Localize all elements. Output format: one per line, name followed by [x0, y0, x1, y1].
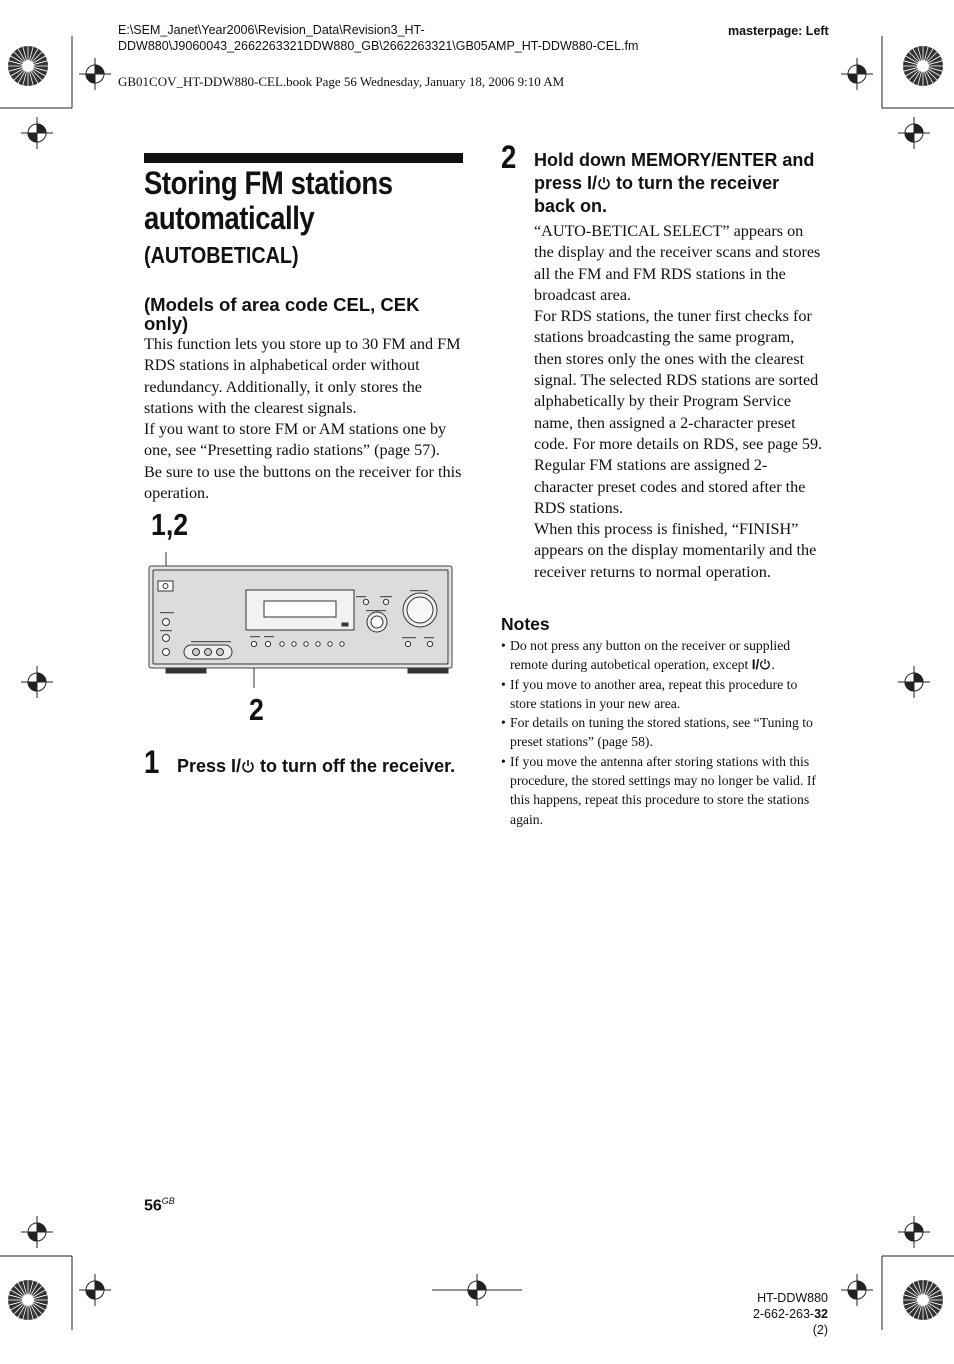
masterpage-label: masterpage: Left: [728, 24, 829, 38]
page-subtitle: (AUTOBETICAL): [144, 242, 299, 268]
page-title: Storing FM stations automatically: [144, 165, 393, 236]
starburst-mark: [903, 46, 943, 86]
intro-paragraph: If you want to store FM or AM stations one by one, see “Presetting radio stations” (page 57).: [144, 420, 447, 460]
notes-heading: Notes: [501, 614, 550, 634]
note-item: • If you move to another area, repeat this procedure to store stations in your new area.: [501, 675, 826, 714]
starburst-mark: [8, 1280, 48, 1320]
file-path-line-2: DDW880\J9060043_2662263321DDW880_GB\2662263321\GB05AMP_HT-DDW880-CEL.fm: [118, 39, 639, 53]
step-2-body: [534, 221, 826, 583]
power-standby-icon: [759, 658, 771, 670]
book-info-line: GB01COV_HT-DDW880-CEL.book Page 56 Wednesday, January 18, 2006 9:10 AM: [118, 74, 565, 89]
note-1-text-end: .: [771, 657, 775, 673]
intro-paragraph: This function lets you store up to 30 FM and FM RDS stations in alphabetical order without redundancy. Additionally, it only stores the stations with the clearest signals.: [144, 335, 461, 417]
step-2-instruction: [534, 149, 824, 218]
figure-callout-1-2: 1,2: [151, 507, 189, 542]
step-2-text-start: Hold down MEMORY/ENTER and press I/: [534, 150, 815, 193]
note-1-power-label: I/: [751, 657, 760, 673]
part-number: [736, 1306, 828, 1338]
page-number-value: 56: [144, 1197, 162, 1215]
step-1-number: 1: [144, 744, 160, 780]
part-number-prefix: 2-662-263-: [752, 1307, 815, 1321]
step-2-paragraph: “AUTO-BETICAL SELECT” appears on the display and the receiver scans and stores all the FM and FM RDS stations in the broadcast area.: [534, 222, 821, 304]
models-heading: (Models of area code CEL, CEK only): [144, 294, 420, 334]
model-info: [736, 1290, 828, 1338]
file-path-header: [118, 22, 638, 54]
power-standby-icon: [241, 759, 255, 773]
power-standby-icon: [597, 176, 611, 190]
starburst-mark: [903, 1280, 943, 1320]
step-2-number: 2: [501, 139, 517, 175]
part-number-revision: 32: [814, 1307, 828, 1321]
title-rule: [144, 153, 463, 163]
page-number-suffix: GB: [161, 1196, 175, 1206]
notes-list: [501, 636, 826, 829]
part-number-suffix: (2): [812, 1323, 828, 1337]
figure-callout-2: 2: [249, 692, 264, 727]
receiver-illustration: [146, 548, 458, 688]
starburst-mark: [8, 46, 48, 86]
model-name: HT-DDW880: [757, 1291, 828, 1305]
file-path-line-1: E:\SEM_Janet\Year2006\Revision_Data\Revision3_HT-: [118, 23, 425, 37]
note-item: [501, 636, 826, 675]
note-item: • If you move the antenna after storing stations with this procedure, the stored settings may no longer be valid. If this happens, repeat this procedure to store the stations again.: [501, 752, 826, 829]
note-1-text: Do not press any button on the receiver or supplied remote during autobetical operation, except: [510, 638, 791, 673]
note-item: • For details on tuning the stored stations, see “Tuning to preset stations” (page 58).: [501, 713, 826, 752]
step-2-paragraph: Regular FM stations are assigned 2-character preset codes and stored after the RDS stations.: [534, 456, 806, 517]
intro-text: [144, 334, 466, 504]
step-2-text-end: to turn the receiver back on.: [534, 173, 780, 216]
step-2-paragraph: When this process is finished, “FINISH” appears on the display momentarily and the receiver returns to normal operation.: [534, 520, 817, 581]
step-1-text-end: to turn off the receiver.: [255, 756, 456, 776]
step-1-instruction: [177, 755, 467, 778]
step-2-paragraph: For RDS stations, the tuner first checks for stations broadcasting the same program, then stores only the ones with the clearest signal. The selected RDS stations are sorted alphabetically by their Program Service name, then assigned a 2-character preset code. For more details on RDS, see page 59.: [534, 307, 823, 453]
step-1-text-start: Press I/: [177, 756, 242, 776]
intro-paragraph: Be sure to use the buttons on the receiver for this operation.: [144, 462, 462, 503]
page-number: [144, 1196, 175, 1215]
